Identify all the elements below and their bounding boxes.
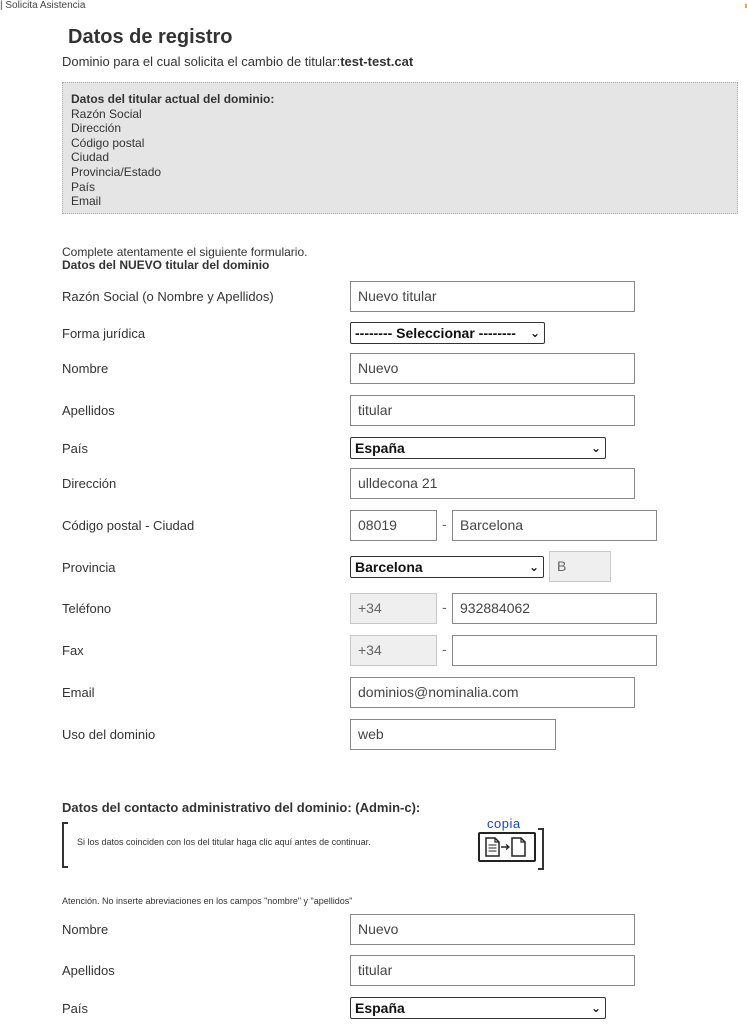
admin-pais-selected: España [355, 1000, 405, 1016]
current-owner-field: Razón Social [71, 106, 142, 121]
current-owner-field: Dirección [71, 121, 122, 136]
direccion-label: Dirección [62, 476, 117, 491]
email-input[interactable]: dominios@nominalia.com [350, 677, 635, 708]
nombre-input[interactable]: Nuevo [350, 353, 635, 384]
codigo-postal-input[interactable]: 08019 [350, 510, 437, 541]
current-owner-field: Ciudad [71, 150, 110, 165]
current-owner-panel [62, 82, 738, 214]
forma-juridica-select[interactable] [350, 322, 545, 344]
telefono-dash: - [442, 599, 447, 615]
razon-social-label: Razón Social (o Nombre y Apellidos) [62, 289, 274, 304]
nombre-label: Nombre [62, 361, 109, 376]
topbar-separator: | [0, 0, 3, 11]
ciudad-input[interactable]: Barcelona [452, 510, 657, 541]
provincia-select[interactable] [350, 556, 544, 578]
current-owner-field: Provincia/Estado [71, 164, 162, 179]
apellidos-label: Apellidos [62, 403, 115, 418]
uso-dominio-input[interactable]: web [350, 719, 556, 750]
admin-nombre-input[interactable]: Nuevo [350, 914, 635, 945]
provincia-selected: Barcelona [355, 559, 423, 575]
pais-select[interactable] [350, 437, 606, 459]
apellidos-input[interactable]: titular [350, 395, 635, 426]
form-intro-text: Complete atentamente el siguiente formulario. [62, 245, 308, 259]
fax-prefix-field: +34 [350, 635, 437, 666]
admin-pais-select[interactable] [350, 997, 606, 1019]
chevron-down-icon: ⌄ [529, 326, 540, 340]
subtitle-prefix: Dominio para el cual solicita el cambio de titular: [62, 54, 341, 69]
admin-nombre-label: Nombre [62, 922, 109, 937]
pais-label: País [62, 441, 89, 456]
provincia-label: Provincia [62, 560, 116, 575]
top-bar [0, 0, 85, 11]
telefono-prefix-field: +34 [350, 593, 437, 624]
current-owner-heading: Datos del titular actual del dominio: [71, 92, 275, 106]
chevron-down-icon: ⌄ [590, 441, 601, 455]
uso-dominio-label: Uso del dominio [62, 727, 156, 742]
admin-apellidos-label: Apellidos [62, 963, 115, 978]
cp-ciudad-label: Código postal - Ciudad [62, 518, 195, 533]
current-owner-field: Email [71, 194, 102, 209]
bracket-right [538, 828, 544, 870]
forma-juridica-selected: -------- Seleccionar -------- [355, 325, 516, 341]
form-intro [62, 246, 307, 272]
fax-input[interactable] [452, 635, 657, 666]
copy-data-button[interactable] [478, 832, 536, 862]
support-link[interactable]: Solicita Asistencia [5, 0, 86, 11]
page-title: Datos de registro [68, 26, 233, 48]
pais-selected: España [355, 440, 405, 456]
domain-name: test-test.cat [340, 54, 414, 69]
forma-juridica-label: Forma jurídica [62, 326, 146, 341]
chevron-down-icon: ⌄ [528, 560, 539, 574]
current-owner-field: Código postal [71, 135, 145, 150]
razon-social-input[interactable]: Nuevo titular [350, 281, 635, 312]
copy-hint-text: Si los datos coinciden con los del titular haga clic aquí antes de continuar. [77, 837, 371, 847]
bracket-left [62, 822, 68, 868]
fax-label: Fax [62, 643, 84, 658]
telefono-input[interactable]: 932884062 [452, 593, 657, 624]
page-subtitle [62, 54, 413, 69]
admin-pais-label: País [62, 1001, 89, 1016]
current-owner-field: País [71, 179, 96, 194]
cp-dash: - [442, 516, 447, 532]
email-label: Email [62, 685, 95, 700]
abbreviation-warning: Atención. No inserte abreviaciones en los campos "nombre" y "apellidos" [62, 896, 353, 906]
direccion-input[interactable]: ulldecona 21 [350, 468, 635, 499]
copy-document-icon [480, 834, 534, 860]
copy-label[interactable]: copia [487, 816, 521, 831]
chevron-down-icon: ⌄ [590, 1001, 601, 1015]
admin-apellidos-input[interactable]: titular [350, 955, 635, 986]
fax-dash: - [442, 641, 447, 657]
admin-contact-heading: Datos del contacto administrativo del dominio: (Admin-c): [62, 800, 421, 815]
new-owner-heading: Datos del NUEVO titular del dominio [62, 258, 270, 272]
provincia-code-field: B [549, 551, 611, 582]
telefono-label: Teléfono [62, 601, 112, 616]
